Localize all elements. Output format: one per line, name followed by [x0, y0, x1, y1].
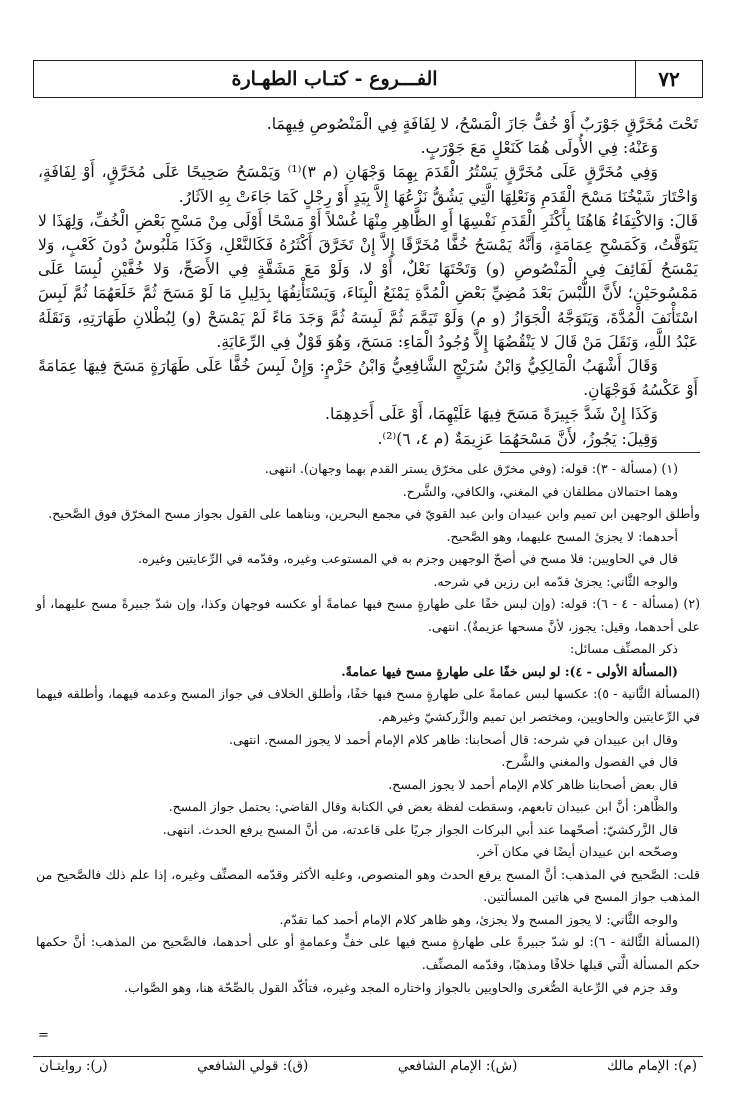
footnote-line: (المسألة الأولى - ٤): لو لبس خفًا على طهارةٍ مسح فيها عمامةً.	[341, 663, 678, 679]
footer-abbrev-malik: (م): الإمام مالك	[606, 1058, 697, 1074]
footnote-line: وصحّحه ابن عبيدان أيضًا في مكان آخر.	[475, 844, 678, 860]
footnote-line: والوجه الثَّاني: لا يجوز المسح ولا يجزئ، وهو ظاهر كلام الإمام أحمد كما تقدّم.	[279, 911, 678, 927]
footnote-line: (١) (مسألة - ٣): قوله: (وفي مخرّق على مخرّق يستر القدم بهما وجهان). انتهى.	[264, 461, 678, 476]
main-paragraph: وَقِيلَ: يَجُوزُ، لأَنَّ مَسْحَهُمَا عَزِيمَةٌ (م ٤، ٦)⁽²⁾.	[377, 429, 658, 448]
page-header	[33, 60, 703, 98]
footnote-line: قال الزَّركشيّ: أصحّهما عند أبي البركات الجواز جريًا على قاعدته، من أنَّ المسح يرفع الحدث. انتهى.	[162, 821, 678, 837]
continuation-mark: =	[38, 1028, 49, 1043]
footnote-line: والظَّاهر: أنَّ ابن عبيدان تابعهم، وسقطت لفظة بعض في الكتابة وقال القاضي: يحتمل جواز المسح.	[168, 799, 678, 815]
footer-abbrev-riwayatan: (ر): روايتـان	[39, 1058, 108, 1074]
running-title: الفـــروع - كتـاب الطهـارة	[231, 68, 438, 90]
main-paragraph: وَعَنْهُ: فِي الأُولَى هُمَا كَنَعْلٍ مَعَ جَوْرَبٍ.	[420, 139, 658, 158]
footnote-line: وأطلق الوجهين ابن تميم وابن عبيدان وابن عبد القويّ في مجمع البحرين، وبناهما على القول بجواز مسح المخرّق فوق الصَّحيح.	[48, 506, 700, 522]
footer-abbrev-qawlay: (ق): قولي الشافعي	[197, 1058, 309, 1074]
footnote-line: (٢) (مسألة - ٤ - ٦): قوله: (وإن لبس خفًا على طهارةٍ مسح فيها عمامةً أو عكسه فوجهان وكذا، وإن شدّ جبيرةً مسح عليهما، أو على أحدهما، وقيل: يجوز، لأنَّ مسحها عزيمةٌ). انتهى.	[36, 596, 701, 634]
footnote-separator	[500, 452, 700, 453]
footnote-line: (المسألة الثَّالثة - ٦): لو شدّ جبيرةً على طهارةٍ مسح فيها على خفٍّ وعمامةٍ أو على أحدهما، فالصَّحيح من المذهب: أنَّ حكمها حكم المسألة الَّتي قبلها خلافًا ومذهبًا، وقدّمه المصنِّف.	[36, 934, 700, 973]
footnote-line: قال بعض أصحابنا ظاهر كلام الإمام أحمد لا يجوز المسح.	[388, 776, 678, 792]
footnote-line: قال في الحاويين: فلا مسح في أصحّ الوجهين وجزم به في المستوعب وغيره، وقدّمه في الرِّعايتين وغيره.	[138, 551, 678, 567]
footnotes	[36, 458, 700, 999]
footnote-line: قلت: الصَّحيح في المذهب: أنَّ المسح يرفع الحدث وهو المنصوص، وعليه الأكثر وقدّمه المصنِّف وغيره، إذا علم ذلك فالصَّحيح من المذهب جواز المسح في هاتين المسألتين.	[36, 866, 700, 905]
page-number: ٧٢	[635, 61, 702, 97]
main-paragraph: وَفِي مُخَرَّقٍ عَلَى مُخَرَّقٍ يَسْتُرُ الْقَدَمَ بِهِمَا وَجْهَانِ (م ٣)⁽¹⁾ وَيَمْسَحُ صَحِيحًا عَلَى مُخَرَّقٍ، أَوْ لِفَافَةٍ، وَاخْتَارَ شَيْخُنَا مَسْحَ الْقَدَمِ وَنَعْلِهَا الَّتِي يَشُقُّ نَزْعُهَا إِلاَّ بِيَدٍ أَوْ رِجْلٍ كَمَا جَاءَتْ بِهِ الآثَارُ.	[38, 163, 698, 206]
main-text	[38, 112, 698, 451]
footnote-line: (المسألة الثَّانية - ٥): عكسها لبس عمامةً على طهارةٍ مسح فيها خفًا، وأطلق الخلاف في جواز المسح وعدمه فيهما، وأطلقه فيهما في الرِّعايتين والحاويين، ومختصر ابن تميم والزَّركشيّ وغيرهم.	[36, 686, 700, 725]
footnote-line: قال في الفصول والمغني والشَّرح.	[501, 754, 678, 770]
main-paragraph: وَكَذَا إِنْ شَدَّ جَبِيرَةً مَسَحَ فِيهَا عَلَيْهِمَا، أَوْ عَلَى أَحَدِهِمَا.	[325, 405, 658, 424]
main-paragraph: قَالَ: وَالاكْتِفَاءُ هَاهُنَا بِأَكْثَرِ الْقَدَمِ نَفْسِهَا أَوِ الظَّاهِرِ مِنْهَا غُسْلاً أَوْ مَسْحًا أَوْلَى مِنْ مَسْحِ بَعْضِ الْخُفِّ، وَلِهَذَا لا يَتَوَقَّتُ، وَكَمَسْحِ عِمَامَةٍ، وَأَنَّهُ يَمْسَحُ خُفًّا مُخَرَّقًا إِلاَّ إِنْ تَخَرَّقَ أَكْثَرُهُ فَكَالنَّعْلِ، وَكَذَا مَلْبُوسٌ دُونَ كَعْبٍ، وَلا يَمْسَحُ لَفَائِفَ فِي الْمَنْصُوصِ (و) وَتَحْتَهَا نَعْلٌ، أَوْ لا، وَلَوْ مَعَ مَشَقَّةٍ فِي الأَصَحِّ، وَلا خُفَّيْنِ لُبِسَا عَلَى مَمْسُوحَيْنِ؛ لأَنَّ اللُّبْسَ بَعْدَ مُضِيِّ بَعْضِ الْمُدَّةِ يَمْنَعُ الْبِنَاءَ، وَيَسْتَأْنِفُهَا بِدَلِيلِ مَا لَوْ مَسَحَ ثُمَّ خَلَعَهُمَا ثُمَّ لَبِسَ اسْتَأْنَفَ الْمُدَّةَ، وَيَتَوَجَّهُ الْجَوَازُ (و م) وَلَوْ تَيَمَّمَ ثُمَّ لَبِسَهُ ثُمَّ وَجَدَ مَاءً لَمْ يَمْسَحْ (و) لِبُطْلانِ طَهَارَتِهِ، وَنَقَلَهُ عَبْدُ اللَّهِ، وَنَقَلَ مَنْ قَالَ لا يَنْقُضُهَا إِلاَّ وُجُودُ الْمَاءِ: مَسَحَ، وَهُوَ قَوْلٌ فِي الرِّعَايَةِ.	[38, 211, 698, 351]
footnote-line: أحدهما: لا يجزئ المسح عليهما، وهو الصَّحيح.	[446, 528, 678, 544]
footer-abbrev-shafii: (ش): الإمام الشافعي	[397, 1058, 518, 1074]
main-paragraph: وَقَالَ أَشْهَبُ الْمَالِكِيُّ وَابْنُ سُرَيْجٍ الشَّافِعِيُّ وَابْنُ حَزْمٍ: وَإِنْ لَبِسَ خُفًّا عَلَى طَهَارَةٍ مَسَحَ فِيهَا عِمَامَةً أَوْ عَكْسُهُ فَوَجْهَانِ.	[38, 357, 698, 400]
footnote-line: ذكر المصنِّف مسائل:	[569, 641, 678, 657]
main-paragraph: تَحْتَ مُخَرَّقٍ جَوْرَبٌ أَوْ خُفٌّ جَازَ الْمَسْحُ، لا لِفَافَةٍ فِي الْمَنْصُوصِ فِيهِمَا.	[266, 115, 698, 133]
footnote-line: وقال ابن عبيدان في شرحه: قال أصحابنا: ظاهر كلام الإمام أحمد لا يجوز المسح. انتهى.	[228, 731, 678, 747]
footer-separator	[33, 1056, 703, 1057]
footnote-line: وقد جزم في الرِّعاية الصُّغرى والحاويين بالجواز واختاره المجد وغيره، فتأكّد القول بالصِّحّة هنا، وهو الصَّواب.	[123, 979, 678, 995]
footnote-line: والوجه الثَّاني: يجزئ قدّمه ابن رزين في شرحه.	[433, 573, 678, 589]
footnote-line: وهما احتمالان مطلقان في المغني، والكافي، والشَّرح.	[402, 483, 678, 499]
page-footer	[33, 1058, 703, 1082]
